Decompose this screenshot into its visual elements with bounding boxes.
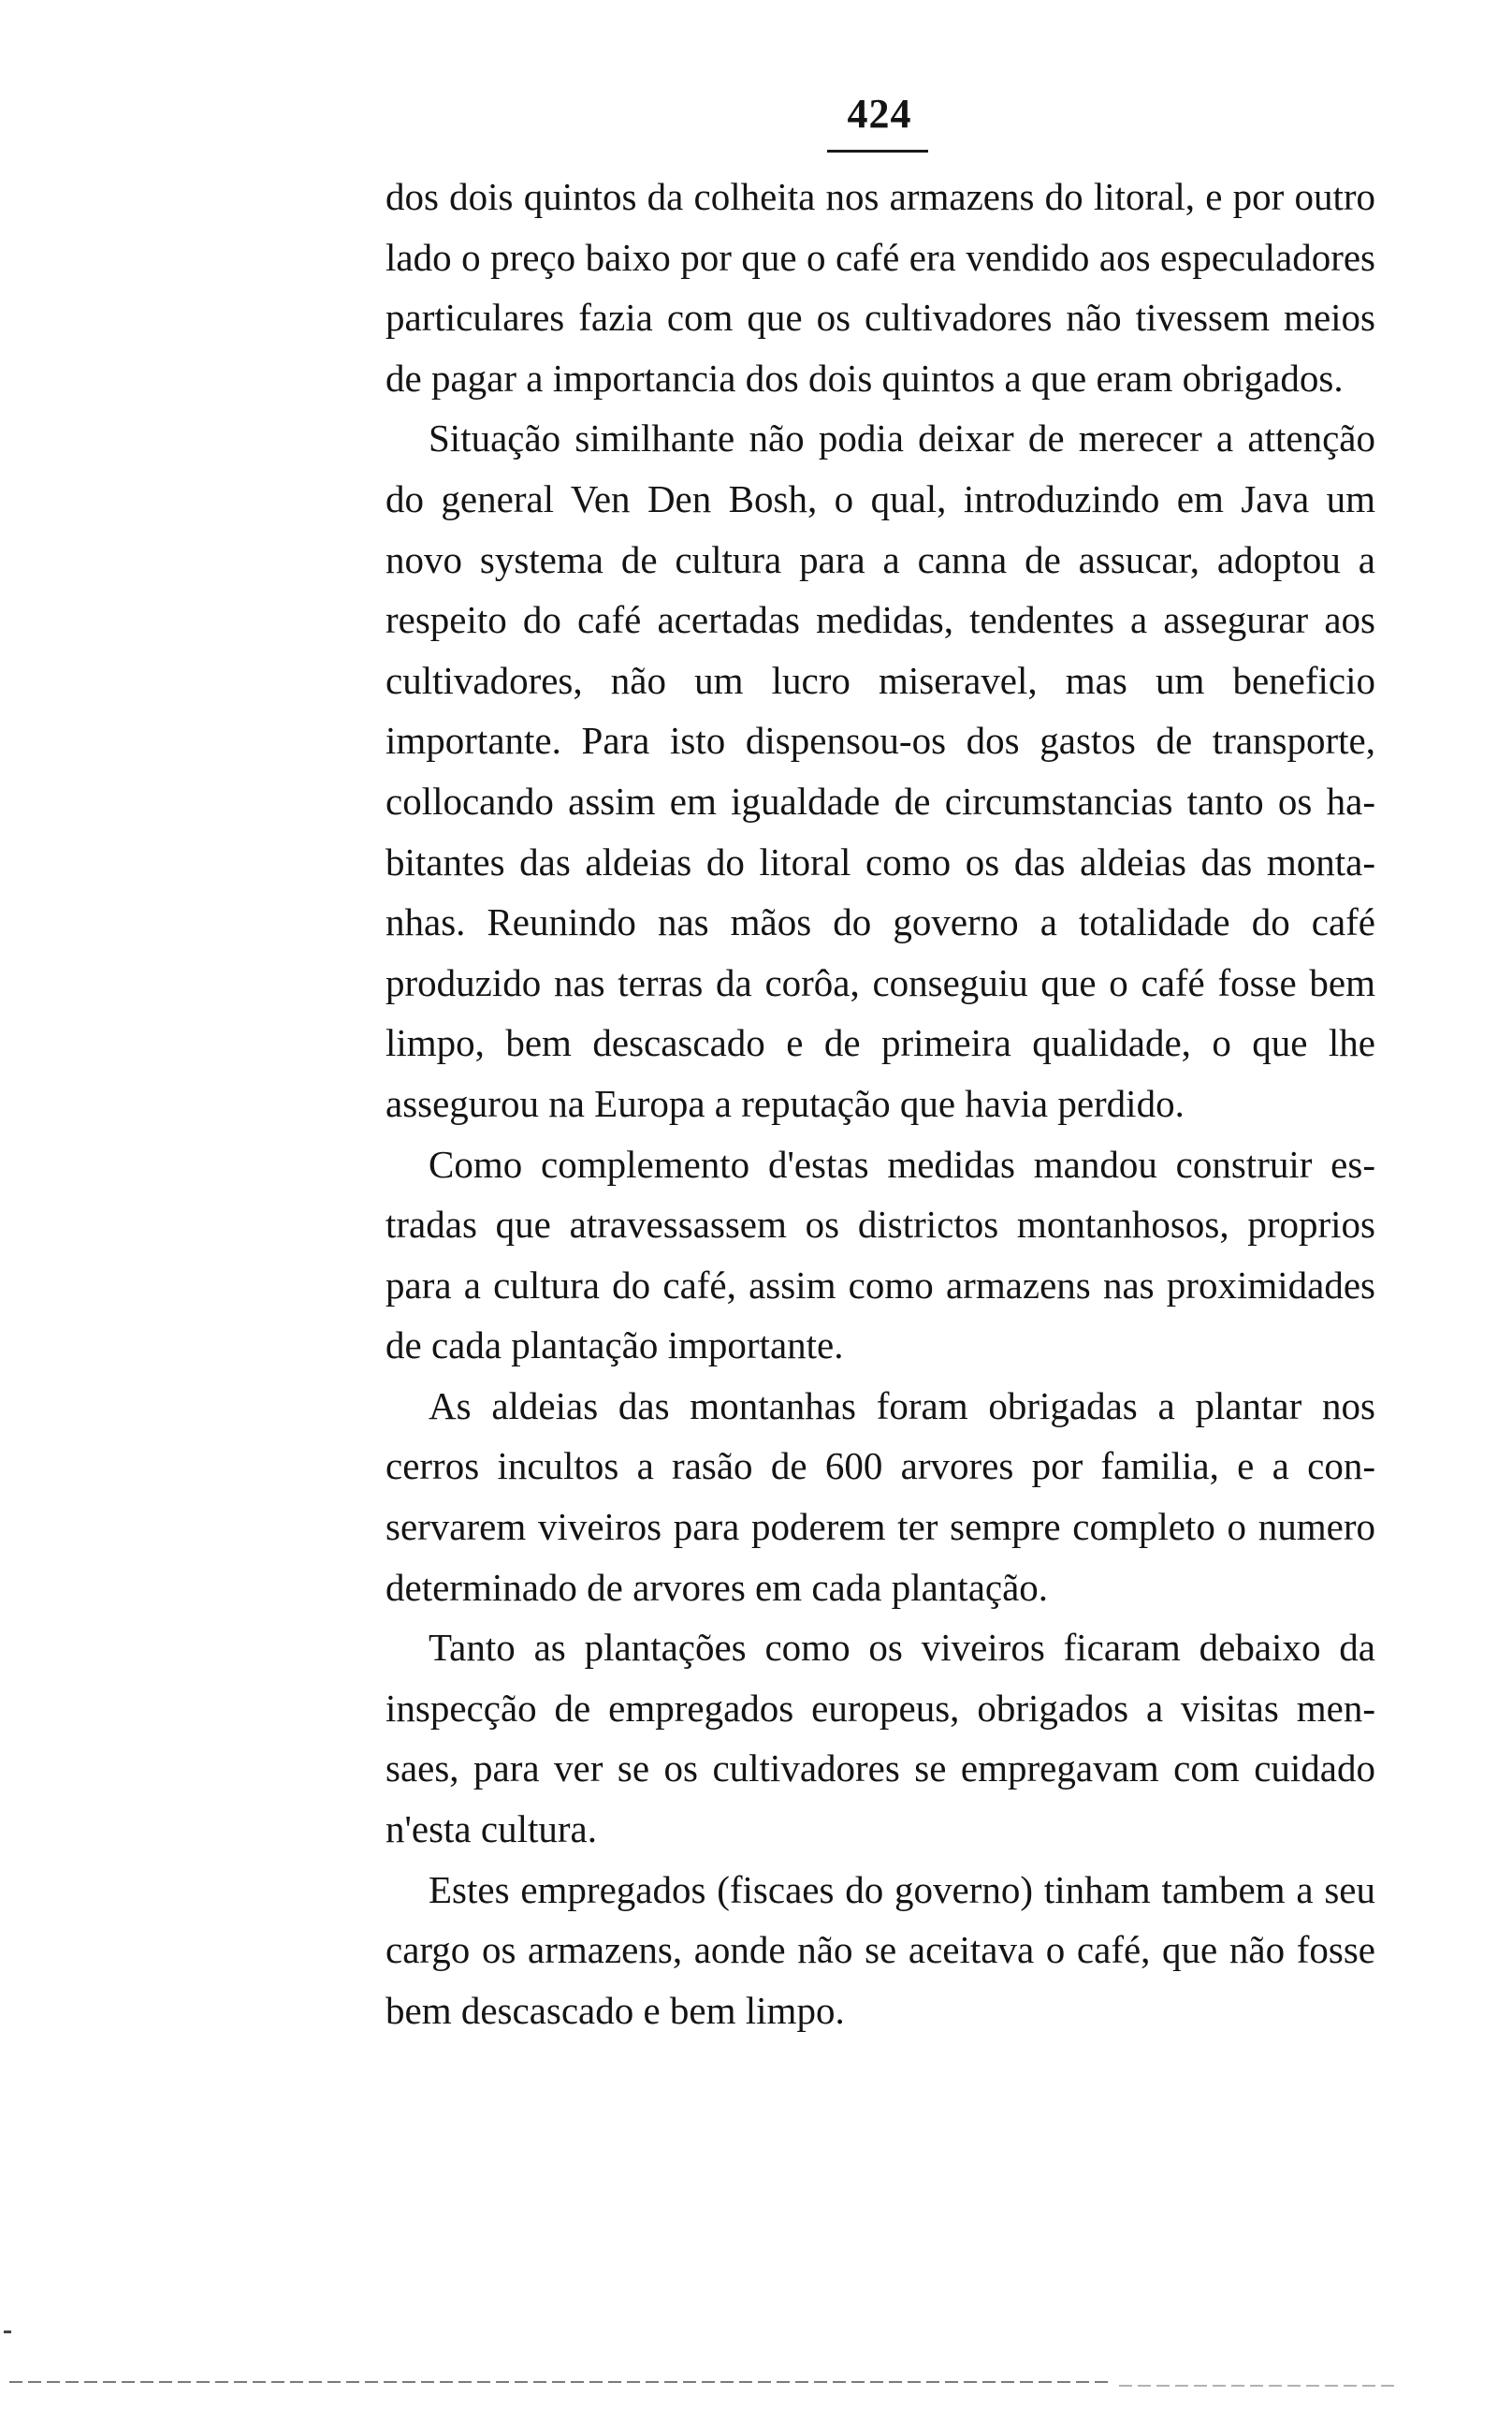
scan-bottom-edge-right — [1119, 2385, 1400, 2387]
paragraph-complemento: Como complemento d'estas medidas mandou construir estradas que atravessassem os districtos montanhosos, proprios para a cultura do café, assim como armazens nas proximidades de cada plantação importante. — [385, 1142, 1375, 1367]
paragraph-aldeias: As aldeias das montanhas foram obrigadas a plantar nos cerros incultos a rasão de 600 arvores por familia, e a conservarem viveiros para poderem ter sempre completo o numero determinado de arvores em cada plantação. — [385, 1383, 1375, 1609]
paragraph-situacao: Situação similhante não podia deixar de merecer a attenção do general Ven Den Bosh, o qual, introduzindo em Java um novo systema de cultura para a canna de assucar, adoptou a respeito do café acertadas medidas, tendentes a assegurar aos cultivadores, não um lucro miseravel, mas um beneficio importante. Para isto dispensou-os dos gastos de transporte, collocando assim em igualdade de circumstancias tanto os habitantes das aldeias do litoral como os das aldeias das montanhas. Reunindo nas mãos do governo a totalidade do café produzido nas terras da corôa, conseguiu que o café fosse bem limpo, bem descascado e de primeira qualidade, o que lhe assegurou na Europa a reputação que havia perdido. — [385, 416, 1375, 1125]
page-number: 424 — [847, 91, 912, 137]
scan-edge-mark — [4, 2331, 11, 2333]
paragraph-plantacoes: Tanto as plantações como os viveiros ficaram debaixo da inspecção de empregados europeus, obrigados a visitas mensaes, para ver se os cultivadores se empregavam com cuidado n'esta cultura. — [385, 1626, 1375, 1851]
page-number-rule — [827, 150, 928, 153]
body-text — [385, 167, 1375, 2040]
paragraph-empregados: Estes empregados (fiscaes do governo) tinham tambem a seu cargo os armazens, aonde não se aceitava o café, que não fosse bem descascado e bem limpo. — [385, 1867, 1375, 2032]
paragraph-continued: dos dois quintos da colheita nos armazens do litoral, e por outro lado o preço baixo por que o café era vendido aos especuladores particulares fazia com que os cultivadores não tivessem meios de pagar a importancia dos dois quintos a que eram obrigados. — [385, 175, 1375, 400]
scan-bottom-edge — [9, 2381, 1113, 2383]
